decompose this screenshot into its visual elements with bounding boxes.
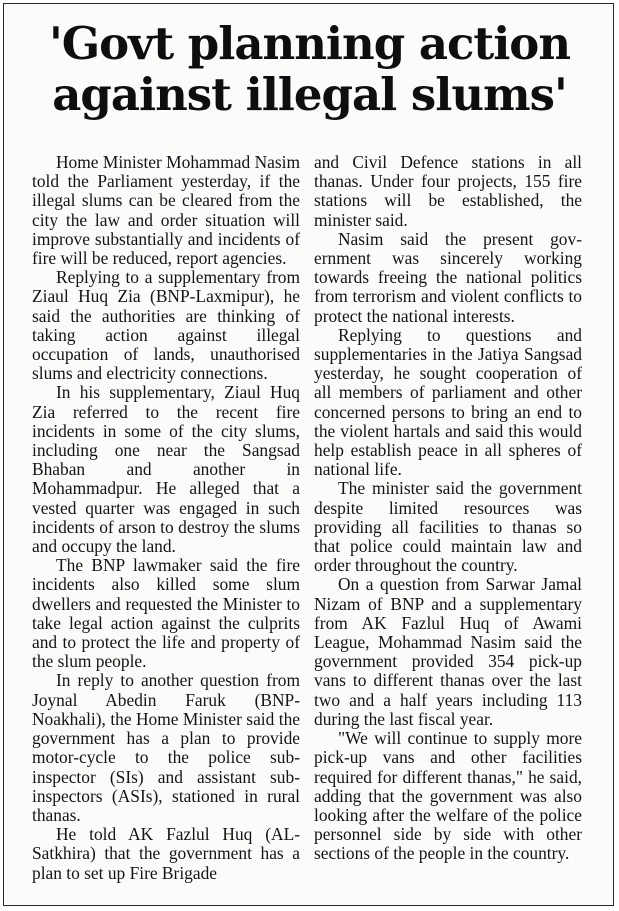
paragraph: On a question from Sarwar Jamal Nizam of BNP and a supplementary from AK Fazlul Huq of Awami League, Mohammad Nasim said the government provided 354 pick-up vans to different thanas over the last two and a half years including 113 during the last fiscal year.: [314, 574, 582, 729]
article-column-left: [32, 153, 300, 883]
paragraph: Nasim said the present government was sincerely working towards freeing the national politics from terrorism and violent conflicts to protect the national interests.: [314, 228, 582, 326]
paragraph-continued: and Civil Defence stations in all thanas. Under four projects, 155 fire stations will be established, the minister said.: [314, 152, 582, 230]
paragraph: In reply to another question from Joynal Abedin Faruk (BNP-Noakhali), the Home Minister said the government has a plan to provide motor-cycle to the police sub-inspector (SIs) and assistant sub-inspectors (ASIs), stationed in rural thanas.: [32, 670, 300, 825]
paragraph: Replying to questions and supplementaries in the Jatiya Sangsad yesterday, he sought cooperation of all members of parliament and other concerned persons to bring an end to the violent hartals and said this would help establish peace in all spheres of national life.: [314, 324, 582, 480]
paragraph: Replying to a supplementary from Ziaul Huq Zia (BNP-Laxmipur), he said the authorities are thinking of taking action against illegal occupation of lands, unauthorised slums and electricity connections.: [32, 267, 300, 384]
paragraph: Home Minister Mohammad Nasim told the Parliament yesterday, if the illegal slums can be cleared from the city the law and order situation will improve substantially and incidents of fire will be reduced, report agencies.: [32, 152, 300, 269]
newspaper-clipping: [3, 3, 614, 906]
headline-line-1: 'Govt planning action: [48, 17, 571, 70]
headline: [4, 18, 615, 120]
paragraph: "We will continue to supply more pick-up vans and other facilities required for different thanas," he said, adding that the government was also looking after the welfare of the police personnel side by side with other sections of the people in the country.: [314, 728, 582, 864]
headline-line-2: against illegal slums': [52, 68, 567, 121]
paragraph: In his supplementary, Ziaul Huq Zia referred to the recent fire incidents in some of the city slums, including one near the Sangsad Bhaban and another in Mohammadpur. He alleged that a vested quarter was engaged in such incidents of arson to destroy the slums and occupy the land.: [32, 382, 300, 557]
paragraph: The minister said the government despite limited resources was providing all facilities to thanas so that police could maintain law and order throughout the country.: [314, 478, 582, 576]
paragraph: He told AK Fazlul Huq (AL-Satkhira) that the government has a plan to set up Fire Brigade: [32, 824, 300, 883]
article-column-right: [314, 153, 582, 864]
paragraph: The BNP lawmaker said the fire incidents also killed some slum dwellers and requested the Minister to take legal action against the culprits and to protect the life and property of the slum people.: [32, 555, 300, 672]
